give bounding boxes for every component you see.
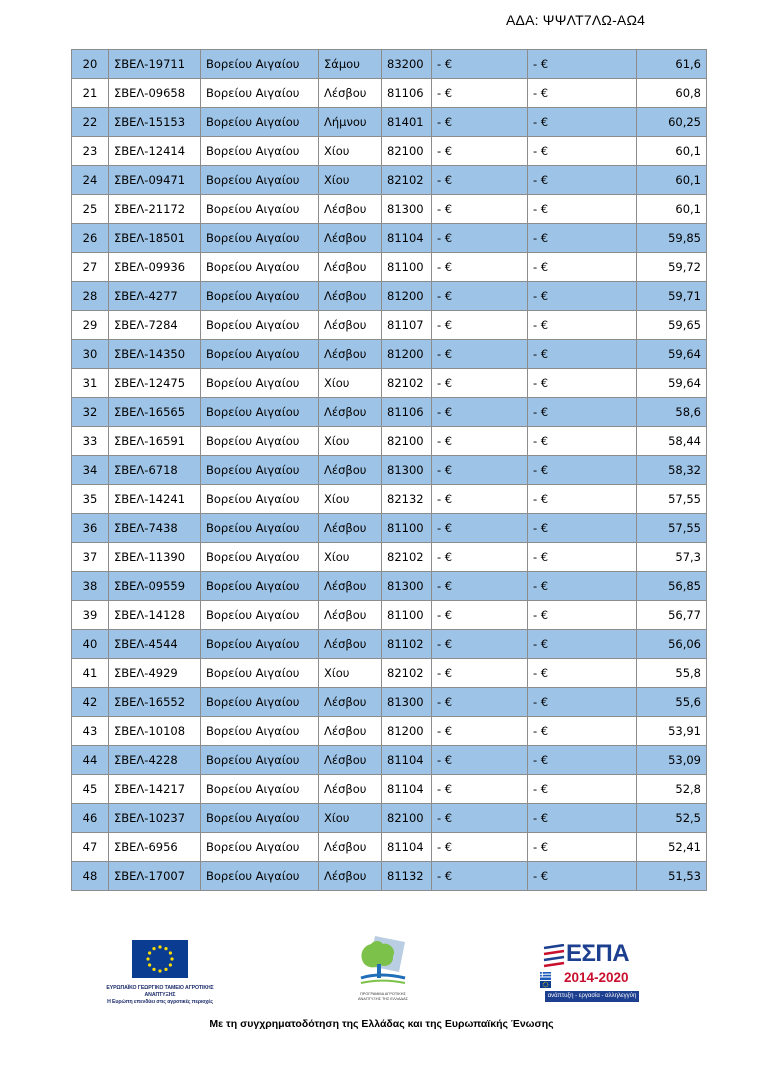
table-row [72,717,707,746]
application-code-cell: ΣΒΕΛ-10237 [109,804,201,833]
table-row [72,630,707,659]
amount-2-cell: - € [528,543,637,572]
score-cell: 56,77 [637,601,707,630]
postal-code-cell: 82102 [382,543,432,572]
table-row [72,775,707,804]
region-cell: Βορείου Αιγαίου [201,398,319,427]
table-row [72,50,707,79]
amount-1-cell: - € [432,630,528,659]
score-cell: 58,6 [637,398,707,427]
amount-1-cell: - € [432,340,528,369]
amount-1-cell: - € [432,659,528,688]
prefecture-cell: Χίου [319,659,382,688]
amount-2-cell: - € [528,224,637,253]
postal-code-cell: 81300 [382,456,432,485]
region-cell: Βορείου Αιγαίου [201,224,319,253]
postal-code-cell: 82100 [382,427,432,456]
score-cell: 52,8 [637,775,707,804]
row-number-cell: 38 [72,572,109,601]
region-cell: Βορείου Αιγαίου [201,746,319,775]
region-cell: Βορείου Αιγαίου [201,572,319,601]
application-code-cell: ΣΒΕΛ-16591 [109,427,201,456]
amount-2-cell: - € [528,369,637,398]
row-number-cell: 34 [72,456,109,485]
prefecture-cell: Λέσβου [319,282,382,311]
amount-1-cell: - € [432,195,528,224]
amount-2-cell: - € [528,572,637,601]
postal-code-cell: 81106 [382,398,432,427]
table-row [72,485,707,514]
application-code-cell: ΣΒΕΛ-14241 [109,485,201,514]
table-row [72,456,707,485]
score-cell: 55,6 [637,688,707,717]
amount-1-cell: - € [432,804,528,833]
row-number-cell: 21 [72,79,109,108]
score-cell: 59,64 [637,340,707,369]
table-row [72,543,707,572]
region-cell: Βορείου Αιγαίου [201,804,319,833]
postal-code-cell: 81102 [382,630,432,659]
region-cell: Βορείου Αιγαίου [201,427,319,456]
row-number-cell: 47 [72,833,109,862]
score-cell: 59,64 [637,369,707,398]
table-row [72,659,707,688]
score-cell: 51,53 [637,862,707,891]
prefecture-cell: Χίου [319,543,382,572]
table-row [72,601,707,630]
region-cell: Βορείου Αιγαίου [201,108,319,137]
region-cell: Βορείου Αιγαίου [201,862,319,891]
amount-2-cell: - € [528,688,637,717]
table-row [72,862,707,891]
prefecture-cell: Λέσβου [319,833,382,862]
region-cell: Βορείου Αιγαίου [201,659,319,688]
table-row [72,137,707,166]
application-code-cell: ΣΒΕΛ-09471 [109,166,201,195]
application-code-cell: ΣΒΕΛ-16565 [109,398,201,427]
amount-1-cell: - € [432,398,528,427]
score-cell: 60,25 [637,108,707,137]
row-number-cell: 28 [72,282,109,311]
prefecture-cell: Λέσβου [319,398,382,427]
region-cell: Βορείου Αιγαίου [201,601,319,630]
postal-code-cell: 82100 [382,137,432,166]
application-code-cell: ΣΒΕΛ-6956 [109,833,201,862]
amount-2-cell: - € [528,775,637,804]
table-row [72,833,707,862]
postal-code-cell: 81300 [382,688,432,717]
prefecture-cell: Χίου [319,485,382,514]
table-row [72,79,707,108]
rural-program-emblem-icon [353,932,413,988]
row-number-cell: 26 [72,224,109,253]
row-number-cell: 32 [72,398,109,427]
table-row [72,572,707,601]
region-cell: Βορείου Αιγαίου [201,79,319,108]
amount-1-cell: - € [432,79,528,108]
row-number-cell: 25 [72,195,109,224]
score-cell: 59,85 [637,224,707,253]
score-cell: 53,09 [637,746,707,775]
row-number-cell: 20 [72,50,109,79]
prefecture-cell: Λέσβου [319,514,382,543]
amount-2-cell: - € [528,717,637,746]
eafrd-caption-line2: Η Ευρώπη επενδύει στις αγροτικές περιοχές [107,999,213,1005]
amount-2-cell: - € [528,659,637,688]
amount-2-cell: - € [528,804,637,833]
table-row [72,253,707,282]
postal-code-cell: 81300 [382,195,432,224]
prefecture-cell: Χίου [319,427,382,456]
prefecture-cell: Σάμου [319,50,382,79]
table-row [72,427,707,456]
amount-1-cell: - € [432,514,528,543]
prefecture-cell: Λέσβου [319,224,382,253]
score-cell: 53,91 [637,717,707,746]
cofunding-note: Με τη συγχρηματοδότηση της Ελλάδας και της Ευρωπαϊκής Ένωσης [209,1018,554,1030]
amount-1-cell: - € [432,253,528,282]
row-number-cell: 37 [72,543,109,572]
application-code-cell: ΣΒΕΛ-14350 [109,340,201,369]
amount-1-cell: - € [432,775,528,804]
region-cell: Βορείου Αιγαίου [201,775,319,804]
row-number-cell: 30 [72,340,109,369]
amount-2-cell: - € [528,427,637,456]
application-code-cell: ΣΒΕΛ-16552 [109,688,201,717]
table-row [72,804,707,833]
amount-2-cell: - € [528,833,637,862]
application-code-cell: ΣΒΕΛ-09936 [109,253,201,282]
prefecture-cell: Λέσβου [319,340,382,369]
table-row [72,108,707,137]
amount-2-cell: - € [528,862,637,891]
amount-2-cell: - € [528,485,637,514]
table-row [72,224,707,253]
postal-code-cell: 82102 [382,166,432,195]
row-number-cell: 43 [72,717,109,746]
row-number-cell: 27 [72,253,109,282]
row-number-cell: 46 [72,804,109,833]
score-cell: 55,8 [637,659,707,688]
row-number-cell: 41 [72,659,109,688]
postal-code-cell: 81106 [382,79,432,108]
amount-1-cell: - € [432,485,528,514]
postal-code-cell: 81104 [382,746,432,775]
score-cell: 59,72 [637,253,707,282]
amount-2-cell: - € [528,282,637,311]
eu-flag-icon [132,940,188,978]
region-cell: Βορείου Αιγαίου [201,485,319,514]
prefecture-cell: Λέσβου [319,311,382,340]
table-row [72,688,707,717]
prefecture-cell: Λέσβου [319,195,382,224]
prefecture-cell: Λέσβου [319,688,382,717]
row-number-cell: 39 [72,601,109,630]
eafrd-logo [98,940,222,1006]
application-code-cell: ΣΒΕΛ-14217 [109,775,201,804]
postal-code-cell: 81300 [382,572,432,601]
eafrd-caption-line1: ΕΥΡΩΠΑΪΚΟ ΓΕΩΡΓΙΚΟ ΤΑΜΕΙΟ ΑΓΡΟΤΙΚΗΣ ΑΝΑΠΤΥΞΗΣ [106,985,214,998]
table-row [72,369,707,398]
table-row [72,514,707,543]
row-number-cell: 42 [72,688,109,717]
region-cell: Βορείου Αιγαίου [201,369,319,398]
score-cell: 57,3 [637,543,707,572]
postal-code-cell: 82102 [382,369,432,398]
region-cell: Βορείου Αιγαίου [201,688,319,717]
amount-1-cell: - € [432,108,528,137]
amount-1-cell: - € [432,688,528,717]
amount-1-cell: - € [432,166,528,195]
amount-1-cell: - € [432,282,528,311]
application-code-cell: ΣΒΕΛ-12475 [109,369,201,398]
amount-1-cell: - € [432,746,528,775]
region-cell: Βορείου Αιγαίου [201,717,319,746]
row-number-cell: 24 [72,166,109,195]
postal-code-cell: 81132 [382,862,432,891]
application-code-cell: ΣΒΕΛ-09658 [109,79,201,108]
score-cell: 59,65 [637,311,707,340]
region-cell: Βορείου Αιγαίου [201,195,319,224]
prefecture-cell: Χίου [319,166,382,195]
row-number-cell: 44 [72,746,109,775]
amount-2-cell: - € [528,398,637,427]
amount-1-cell: - € [432,311,528,340]
table-row [72,746,707,775]
score-cell: 60,1 [637,166,707,195]
postal-code-cell: 81100 [382,253,432,282]
application-code-cell: ΣΒΕΛ-4544 [109,630,201,659]
amount-2-cell: - € [528,195,637,224]
table-row [72,311,707,340]
region-cell: Βορείου Αιγαίου [201,456,319,485]
espa-years: 2014-2020 [564,970,629,985]
prefecture-cell: Λέσβου [319,775,382,804]
row-number-cell: 31 [72,369,109,398]
score-cell: 52,5 [637,804,707,833]
region-cell: Βορείου Αιγαίου [201,514,319,543]
gr-eu-flags-icon [540,972,564,988]
score-cell: 59,71 [637,282,707,311]
amount-2-cell: - € [528,311,637,340]
row-number-cell: 33 [72,427,109,456]
amount-2-cell: - € [528,746,637,775]
score-cell: 61,6 [637,50,707,79]
application-code-cell: ΣΒΕΛ-21172 [109,195,201,224]
score-cell: 52,41 [637,833,707,862]
region-cell: Βορείου Αιγαίου [201,137,319,166]
score-cell: 60,8 [637,79,707,108]
score-cell: 56,85 [637,572,707,601]
beneficiaries-table [71,49,707,891]
region-cell: Βορείου Αιγαίου [201,340,319,369]
espa-lines-icon [542,944,566,970]
rural-program-logo [352,932,414,1002]
application-code-cell: ΣΒΕΛ-15153 [109,108,201,137]
postal-code-cell: 81104 [382,224,432,253]
row-number-cell: 35 [72,485,109,514]
amount-2-cell: - € [528,79,637,108]
application-code-cell: ΣΒΕΛ-11390 [109,543,201,572]
amount-2-cell: - € [528,166,637,195]
score-cell: 58,44 [637,427,707,456]
prefecture-cell: Λέσβου [319,601,382,630]
application-code-cell: ΣΒΕΛ-7284 [109,311,201,340]
amount-1-cell: - € [432,862,528,891]
table-row [72,340,707,369]
amount-1-cell: - € [432,572,528,601]
region-cell: Βορείου Αιγαίου [201,311,319,340]
ada-code: ΑΔΑ: ΨΨΛΤ7ΛΩ-ΑΩ4 [506,12,646,28]
application-code-cell: ΣΒΕΛ-12414 [109,137,201,166]
postal-code-cell: 83200 [382,50,432,79]
table-body [72,50,707,891]
prefecture-cell: Χίου [319,369,382,398]
prefecture-cell: Χίου [319,137,382,166]
prefecture-cell: Λέσβου [319,746,382,775]
application-code-cell: ΣΒΕΛ-4228 [109,746,201,775]
row-number-cell: 23 [72,137,109,166]
postal-code-cell: 81104 [382,775,432,804]
amount-2-cell: - € [528,630,637,659]
row-number-cell: 48 [72,862,109,891]
postal-code-cell: 81100 [382,601,432,630]
application-code-cell: ΣΒΕΛ-09559 [109,572,201,601]
region-cell: Βορείου Αιγαίου [201,166,319,195]
region-cell: Βορείου Αιγαίου [201,543,319,572]
region-cell: Βορείου Αιγαίου [201,282,319,311]
prefecture-cell: Λέσβου [319,717,382,746]
application-code-cell: ΣΒΕΛ-4277 [109,282,201,311]
postal-code-cell: 81104 [382,833,432,862]
row-number-cell: 22 [72,108,109,137]
amount-2-cell: - € [528,108,637,137]
amount-1-cell: - € [432,137,528,166]
row-number-cell: 45 [72,775,109,804]
amount-2-cell: - € [528,514,637,543]
amount-1-cell: - € [432,427,528,456]
score-cell: 57,55 [637,514,707,543]
score-cell: 57,55 [637,485,707,514]
postal-code-cell: 82132 [382,485,432,514]
amount-2-cell: - € [528,50,637,79]
postal-code-cell: 81107 [382,311,432,340]
amount-1-cell: - € [432,224,528,253]
score-cell: 60,1 [637,137,707,166]
application-code-cell: ΣΒΕΛ-4929 [109,659,201,688]
postal-code-cell: 81200 [382,282,432,311]
funding-logos [0,930,763,1080]
row-number-cell: 36 [72,514,109,543]
region-cell: Βορείου Αιγαίου [201,833,319,862]
prefecture-cell: Λέσβου [319,630,382,659]
postal-code-cell: 82102 [382,659,432,688]
table-row [72,398,707,427]
amount-2-cell: - € [528,456,637,485]
row-number-cell: 40 [72,630,109,659]
score-cell: 56,06 [637,630,707,659]
prefecture-cell: Λέσβου [319,253,382,282]
postal-code-cell: 81200 [382,340,432,369]
prefecture-cell: Χίου [319,804,382,833]
score-cell: 58,32 [637,456,707,485]
table-row [72,195,707,224]
amount-2-cell: - € [528,137,637,166]
espa-word: ΕΣΠΑ [566,940,630,967]
amount-1-cell: - € [432,543,528,572]
prefecture-cell: Λέσβου [319,456,382,485]
table-row [72,282,707,311]
amount-2-cell: - € [528,253,637,282]
prefecture-cell: Λέσβου [319,862,382,891]
application-code-cell: ΣΒΕΛ-7438 [109,514,201,543]
application-code-cell: ΣΒΕΛ-18501 [109,224,201,253]
row-number-cell: 29 [72,311,109,340]
prefecture-cell: Λέσβου [319,79,382,108]
amount-2-cell: - € [528,601,637,630]
rural-program-caption: ΠΡΟΓΡΑΜΜΑ ΑΓΡΟΤΙΚΗΣ ΑΝΑΠΤΥΞΗΣ ΤΗΣ ΕΛΛΑΔΑΣ [358,992,408,1001]
region-cell: Βορείου Αιγαίου [201,50,319,79]
region-cell: Βορείου Αιγαίου [201,630,319,659]
application-code-cell: ΣΒΕΛ-19711 [109,50,201,79]
amount-1-cell: - € [432,50,528,79]
prefecture-cell: Λήμνου [319,108,382,137]
postal-code-cell: 81100 [382,514,432,543]
amount-1-cell: - € [432,456,528,485]
postal-code-cell: 81401 [382,108,432,137]
prefecture-cell: Λέσβου [319,572,382,601]
application-code-cell: ΣΒΕΛ-6718 [109,456,201,485]
amount-1-cell: - € [432,601,528,630]
region-cell: Βορείου Αιγαίου [201,253,319,282]
amount-1-cell: - € [432,369,528,398]
application-code-cell: ΣΒΕΛ-14128 [109,601,201,630]
postal-code-cell: 81200 [382,717,432,746]
postal-code-cell: 82100 [382,804,432,833]
amount-2-cell: - € [528,340,637,369]
application-code-cell: ΣΒΕΛ-10108 [109,717,201,746]
table-row [72,166,707,195]
application-code-cell: ΣΒΕΛ-17007 [109,862,201,891]
espa-slogan: ανάπτυξη - εργασία - αλληλεγγύη [545,991,639,1002]
amount-1-cell: - € [432,833,528,862]
amount-1-cell: - € [432,717,528,746]
score-cell: 60,1 [637,195,707,224]
